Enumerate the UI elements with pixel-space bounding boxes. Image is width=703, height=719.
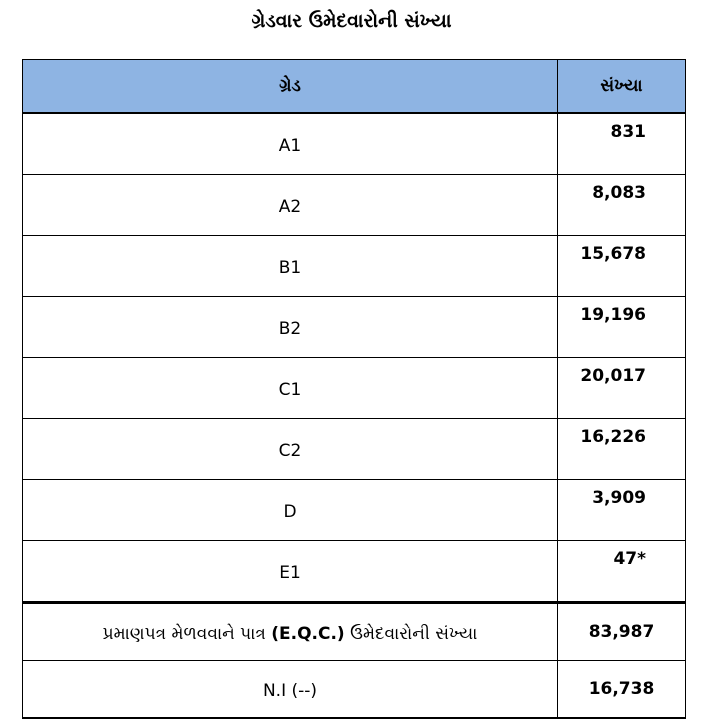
grade-cell: D: [23, 480, 558, 541]
count-cell: 16,226: [558, 419, 686, 480]
grade-cell: E1: [23, 541, 558, 603]
header-count: સંખ્યા: [558, 60, 686, 114]
ni-row: [23, 661, 686, 719]
grade-cell: B1: [23, 236, 558, 297]
table-row: [23, 113, 686, 175]
page-title: ગ્રેડવાર ઉમેદવારોની સંખ્યા: [251, 10, 452, 32]
table-row: [23, 541, 686, 603]
count-cell: 15,678: [558, 236, 686, 297]
table-row: [23, 358, 686, 419]
grade-cell: C2: [23, 419, 558, 480]
table-row: [23, 236, 686, 297]
table-row: [23, 419, 686, 480]
grade-cell: B2: [23, 297, 558, 358]
total-label-prefix: પ્રમાણપત્ર મેળવવાને પાત્ર: [102, 624, 272, 644]
count-cell: 8,083: [558, 175, 686, 236]
count-cell: 19,196: [558, 297, 686, 358]
grade-cell: C1: [23, 358, 558, 419]
grade-cell: A2: [23, 175, 558, 236]
table-header-row: [23, 60, 686, 114]
total-label-code: (E.Q.C.): [271, 624, 345, 644]
ni-label: N.I (--): [23, 661, 558, 719]
count-cell: 20,017: [558, 358, 686, 419]
grade-cell: A1: [23, 113, 558, 175]
count-cell: 3,909: [558, 480, 686, 541]
total-label: [23, 603, 558, 661]
table-row: [23, 297, 686, 358]
total-count: 83,987: [558, 603, 686, 661]
grade-count-table: [22, 59, 686, 719]
table-row: [23, 175, 686, 236]
count-cell: 831: [558, 113, 686, 175]
table-row: [23, 480, 686, 541]
count-cell: 47*: [558, 541, 686, 603]
total-row: [23, 603, 686, 661]
total-label-suffix: ઉમેદવારોની સંખ્યા: [344, 624, 478, 644]
ni-count: 16,738: [558, 661, 686, 719]
header-grade: ગ્રેડ: [23, 60, 558, 114]
